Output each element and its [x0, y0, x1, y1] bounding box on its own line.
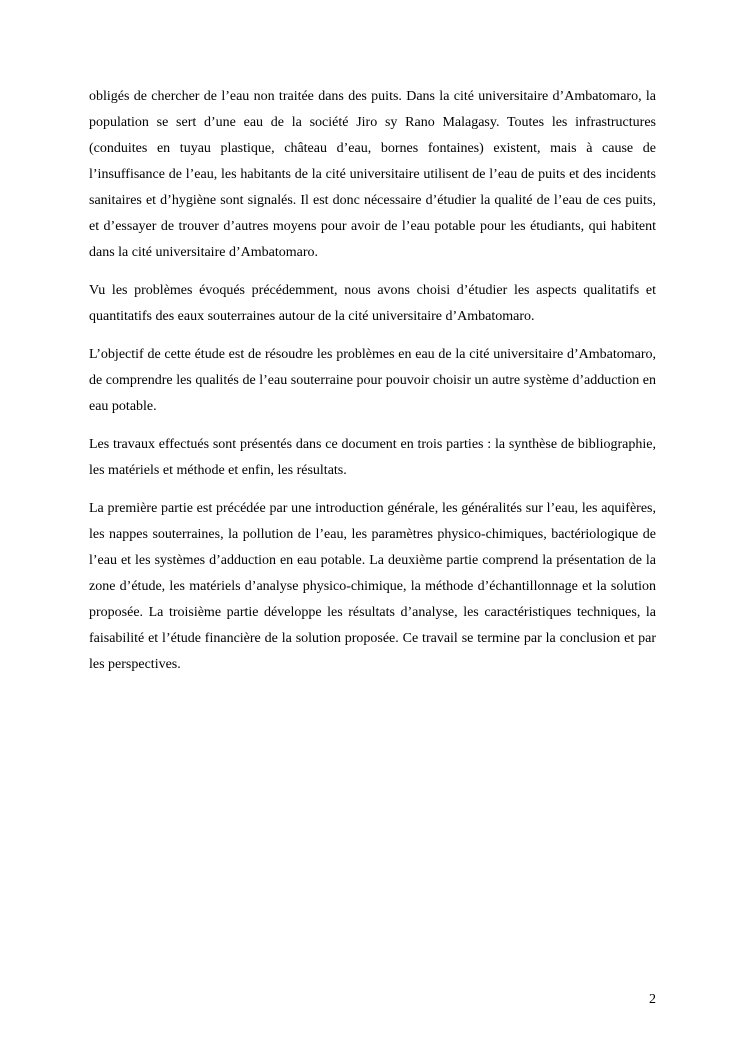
document-body: [89, 84, 656, 678]
page-number: 2: [649, 992, 656, 1007]
paragraph-objective: L’objectif de cette étude est de résoudre les problèmes en eau de la cité universitaire d’Ambatomaro, de comprendre les qualités de l’eau souterraine pour pouvoir choisir un autre système d’adduction en eau potable.: [89, 347, 656, 414]
paragraph-structure: Les travaux effectués sont présentés dans ce document en trois parties : la synthèse de bibliographie, les matériels et méthode et enfin, les résultats.: [89, 437, 656, 478]
paragraph-context: obligés de chercher de l’eau non traitée dans des puits. Dans la cité universitaire d’Ambatomaro, la population se sert d’une eau de la société Jiro sy Rano Malagasy. Toutes les infrastructures (conduites en tuyau plastique, château d’eau, bornes fontaines) existent, mais à cause de l’insuffisance de l’eau, les habitants de la cité universitaire utilisent de l’eau de puits et des incidents sanitaires et d’hygiène sont signalés. Il est donc nécessaire d’étudier la qualité de l’eau de ces puits, et d’essayer de trouver d’autres moyens pour avoir de l’eau potable pour les étudiants, qui habitent dans la cité universitaire d’Ambatomaro.: [89, 89, 656, 260]
paragraph-parts-overview: La première partie est précédée par une introduction générale, les généralités sur l’eau, les aquifères, les nappes souterraines, la pollution de l’eau, les paramètres physico-chimiques, bactériologique de l’eau et les systèmes d’adduction en eau potable. La deuxième partie comprend la présentation de la zone d’étude, les matériels d’analyse physico-chimique, la méthode d’échantillonnage et la solution proposée. La troisième partie développe les résultats d’analyse, les caractéristiques techniques, la faisabilité et l’étude financière de la solution proposée. Ce travail se termine par la conclusion et par les perspectives.: [89, 501, 656, 672]
paragraph-problem-choice: Vu les problèmes évoqués précédemment, nous avons choisi d’étudier les aspects qualitatifs et quantitatifs des eaux souterraines autour de la cité universitaire d’Ambatomaro.: [89, 283, 656, 324]
